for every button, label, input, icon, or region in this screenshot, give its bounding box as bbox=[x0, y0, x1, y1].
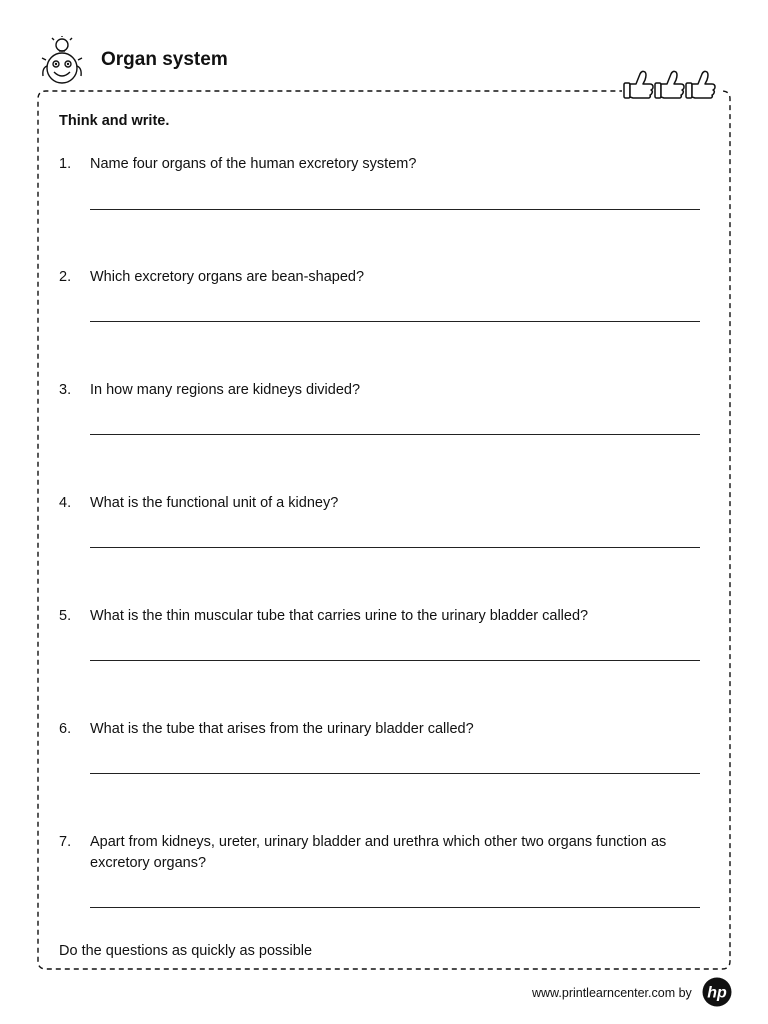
question-text: Which excretory organs are bean-shaped? bbox=[90, 269, 365, 285]
question-number: 4. bbox=[59, 495, 72, 511]
question-number: 3. bbox=[59, 382, 72, 398]
question-text: In how many regions are kidneys divided? bbox=[90, 382, 361, 398]
question-number: 7. bbox=[59, 834, 72, 850]
answer-line[interactable] bbox=[90, 434, 700, 435]
question-text: Apart from kidneys, ureter, urinary bladder and urethra which other two organs function as excretory organs? bbox=[90, 834, 667, 871]
instruction-heading: Think and write. bbox=[59, 113, 170, 129]
question-number: 1. bbox=[59, 156, 72, 172]
answer-line[interactable] bbox=[90, 907, 700, 908]
question-number: 5. bbox=[59, 608, 72, 624]
answer-line[interactable] bbox=[90, 660, 700, 661]
answer-line[interactable] bbox=[90, 547, 700, 548]
question-text: What is the functional unit of a kidney? bbox=[90, 495, 339, 511]
thumbs-rating bbox=[622, 68, 718, 102]
lightbulb-mascot-icon bbox=[34, 36, 90, 90]
question-text: What is the tube that arises from the urinary bladder called? bbox=[90, 721, 474, 737]
answer-line[interactable] bbox=[90, 773, 700, 774]
question-number: 6. bbox=[59, 721, 72, 737]
page-title: Organ system bbox=[101, 49, 228, 70]
answer-line[interactable] bbox=[90, 321, 700, 322]
website-link[interactable]: www.printlearncenter.com by bbox=[532, 986, 692, 1000]
answer-line[interactable] bbox=[90, 209, 700, 210]
hp-logo-text: hp bbox=[707, 984, 727, 1002]
question-text: What is the thin muscular tube that carries urine to the urinary bladder called? bbox=[90, 608, 589, 624]
question-text: Name four organs of the human excretory system? bbox=[90, 156, 417, 172]
hp-logo-icon bbox=[702, 977, 732, 1007]
footer-note: Do the questions as quickly as possible bbox=[59, 943, 313, 959]
question-number: 2. bbox=[59, 269, 72, 285]
